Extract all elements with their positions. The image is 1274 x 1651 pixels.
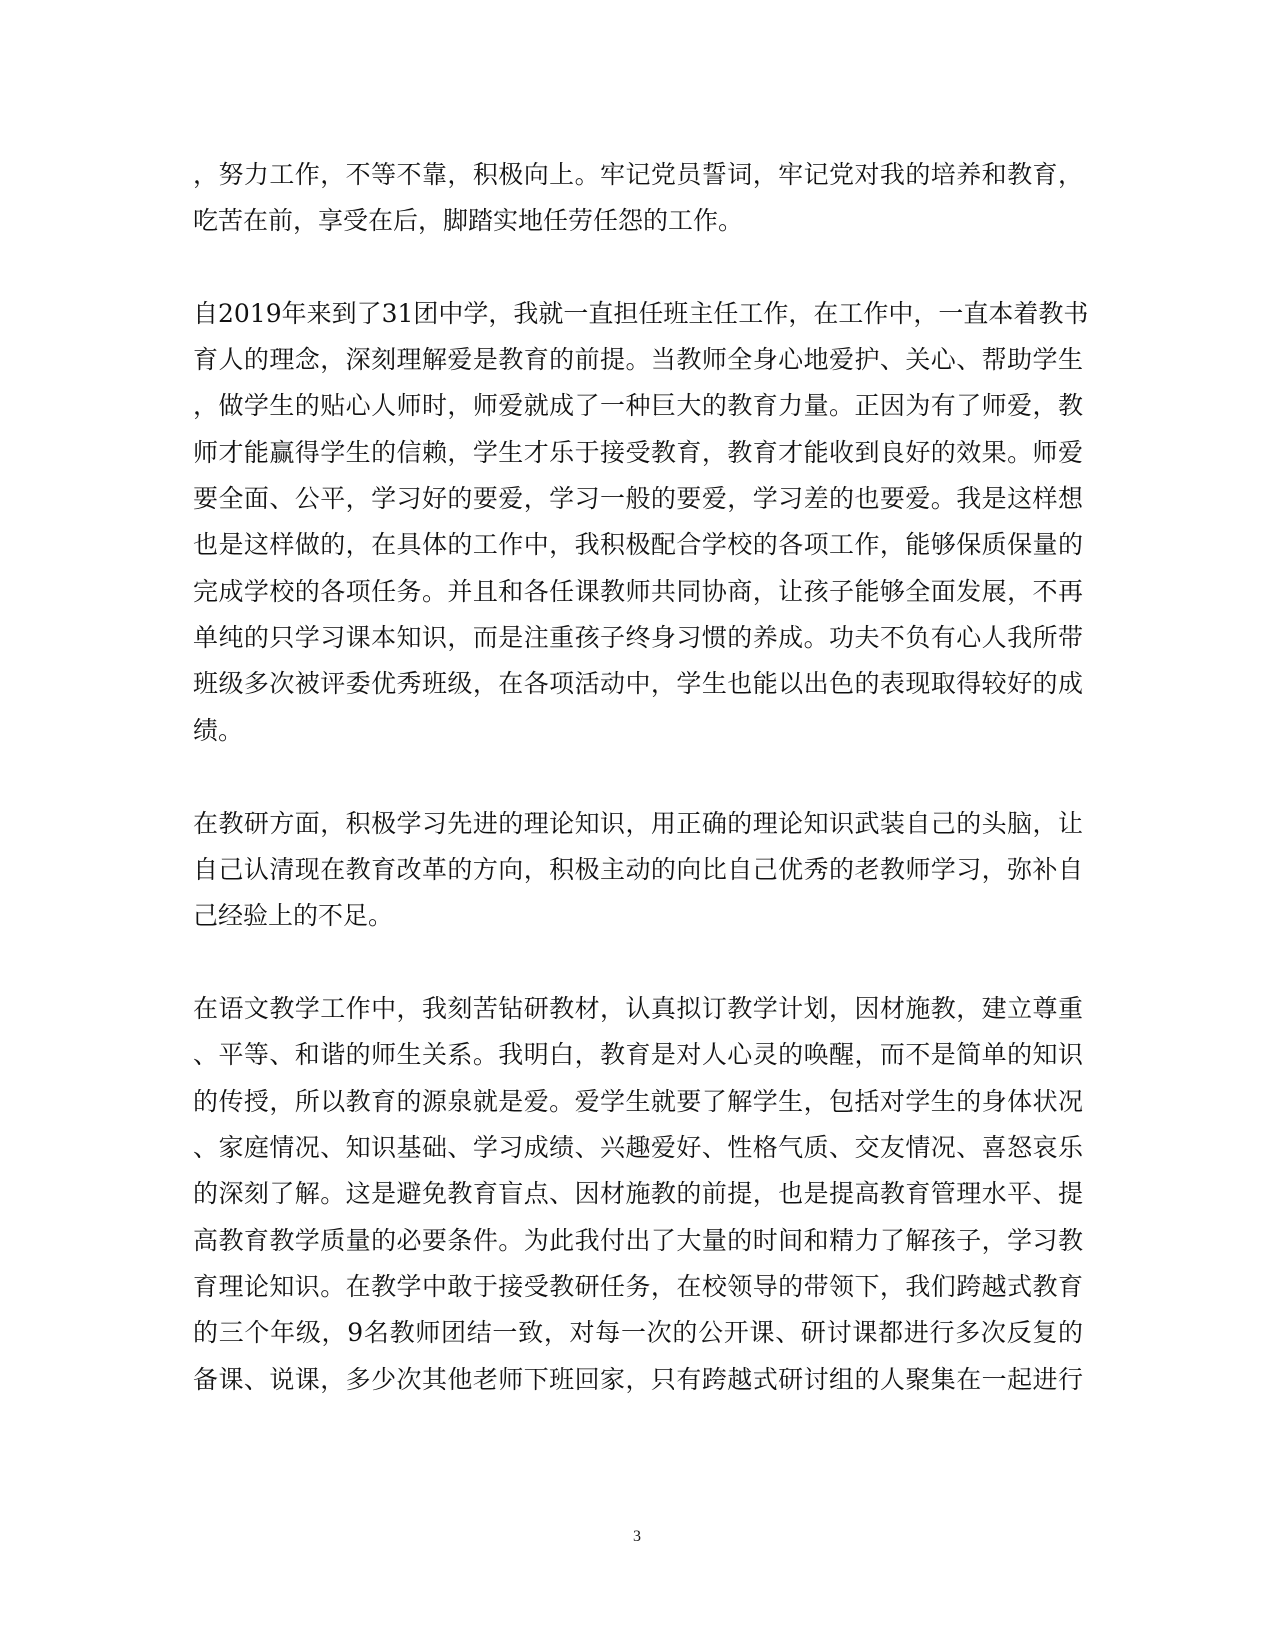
text-line: 高教育教学质量的必要条件。为此我付出了大量的时间和精力了解孩子，学习教: [193, 1226, 1083, 1255]
text-line: 吃苦在前，享受在后，脚踏实地任劳任怨的工作。: [193, 206, 744, 235]
text-line: 、家庭情况、知识基础、学习成绩、兴趣爱好、性格气质、交友情况、喜怒哀乐: [193, 1133, 1083, 1162]
text-line: 要全面、公平，学习好的要爱，学习一般的要爱，学习差的也要爱。我是这样想: [193, 484, 1083, 513]
text-line: 育理论知识。在教学中敢于接受教研任务，在校领导的带领下，我们跨越式教育: [193, 1272, 1083, 1301]
text-line: 绩。: [193, 716, 244, 745]
text-line: 也是这样做的，在具体的工作中，我积极配合学校的各项工作，能够保质保量的: [193, 530, 1083, 559]
text-line: 在语文教学工作中，我刻苦钻研教材，认真拟订教学计划，因材施教，建立尊重: [193, 994, 1083, 1023]
text-line: 育人的理念，深刻理解爱是教育的前提。当教师全身心地爱护、关心、帮助学生: [193, 345, 1083, 374]
text-line: ，努力工作，不等不靠，积极向上。牢记党员誓词，牢记党对我的培养和教育，: [193, 160, 1083, 189]
page-number: 3: [633, 1528, 641, 1545]
text-line: 完成学校的各项任务。并且和各任课教师共同协商，让孩子能够全面发展，不再: [193, 577, 1083, 606]
text-line: ，做学生的贴心人师时，师爱就成了一种巨大的教育力量。正因为有了师爱，教: [193, 391, 1083, 420]
text-line: 的深刻了解。这是避免教育盲点、因材施教的前提，也是提高教育管理水平、提: [193, 1179, 1083, 1208]
text-line: 自2019年来到了31团中学，我就一直担任班主任工作，在工作中，一直本着教书: [193, 299, 1089, 328]
text-line: 班级多次被评委优秀班级，在各项活动中，学生也能以出色的表现取得较好的成: [193, 669, 1083, 698]
text-line: 的传授，所以教育的源泉就是爱。爱学生就要了解学生，包括对学生的身体状况: [193, 1087, 1083, 1116]
text-line: 自己认清现在教育改革的方向，积极主动的向比自己优秀的老教师学习，弥补自: [193, 855, 1083, 884]
text-line: 备课、说课，多少次其他老师下班回家，只有跨越式研讨组的人聚集在一起进行: [193, 1365, 1083, 1394]
text-line: 己经验上的不足。: [193, 901, 394, 930]
text-line: 师才能赢得学生的信赖，学生才乐于接受教育，教育才能收到良好的效果。师爱: [193, 438, 1083, 467]
text-line: 在教研方面，积极学习先进的理论知识，用正确的理论知识武装自己的头脑，让: [193, 809, 1083, 838]
text-line: 单纯的只学习课本知识，而是注重孩子终身习惯的养成。功夫不负有心人我所带: [193, 623, 1083, 652]
text-line: 、平等、和谐的师生关系。我明白，教育是对人心灵的唤醒，而不是简单的知识: [193, 1040, 1083, 1069]
text-line: 的三个年级，9名教师团结一致，对每一次的公开课、研讨课都进行多次反复的: [193, 1318, 1083, 1347]
